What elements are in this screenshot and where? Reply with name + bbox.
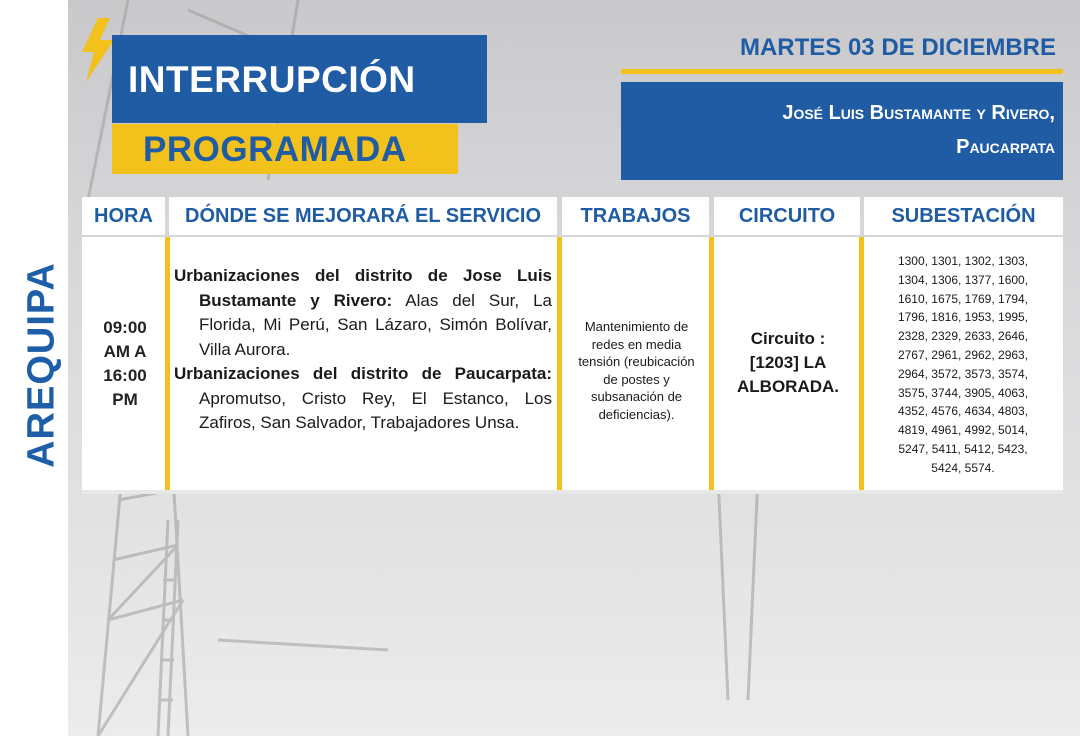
- subestacion-line: 2767, 2961, 2962, 2963,: [897, 347, 1029, 362]
- header-trabajos: TRABAJOS: [562, 197, 709, 235]
- district-entry: [174, 264, 552, 362]
- subestacion-line: 1304, 1306, 1377, 1600,: [897, 272, 1029, 287]
- district-heading: Urbanizaciones del distrito de Paucarpata:: [174, 364, 552, 383]
- subestacion-line: 5247, 5411, 5412, 5423,: [898, 441, 1028, 456]
- date-underline: [621, 69, 1063, 74]
- header-subestacion: SUBESTACIÓN: [864, 197, 1063, 235]
- subestacion-line: 1610, 1675, 1769, 1794,: [897, 291, 1029, 306]
- district-neighborhoods: Apromutso, Cristo Rey, El Estanco, Los Zafiros, San Salvador, Trabajadores Unsa.: [199, 388, 552, 432]
- column-separator: [859, 237, 864, 490]
- cell-circuito: [718, 327, 858, 399]
- location-line1: José Luis Bustamante y Rivero,: [782, 102, 1055, 124]
- hora-line: 09:00: [103, 318, 147, 337]
- subestacion-line: 4352, 4576, 4634, 4803,: [897, 404, 1029, 419]
- title-banner: [112, 35, 487, 123]
- subestacion-line: 2964, 3572, 3573, 3574,: [897, 366, 1029, 381]
- circuito-line: Circuito :: [750, 329, 826, 348]
- table-bottom-border: [82, 490, 1063, 494]
- lightning-bolt-icon: [80, 18, 116, 82]
- district-neighborhoods: Alas del Sur, La Florida, Mi Perú, San Lázaro, Simón Bolívar, Villa Aurora.: [199, 290, 552, 359]
- region-text: AREQUIPA: [20, 262, 63, 468]
- header-donde: DÓNDE SE MEJORARÁ EL SERVICIO: [169, 197, 557, 235]
- column-separator: [709, 237, 714, 490]
- circuito-line: ALBORADA.: [737, 377, 839, 396]
- cell-hora: [92, 316, 158, 412]
- subtitle-banner: [112, 124, 458, 174]
- trabajos-line: tensión (reubicación: [578, 354, 695, 369]
- region-label: [0, 0, 68, 736]
- trabajos-line: deficiencias).: [598, 406, 675, 422]
- hora-line: 16:00: [103, 366, 147, 385]
- subestacion-line: 3575, 3744, 3905, 4063,: [897, 385, 1029, 400]
- subestacion-line: 2328, 2329, 2633, 2646,: [897, 329, 1029, 344]
- title-line1: INTERRUPCIÓN: [128, 59, 416, 100]
- circuito-line: [1203] LA: [749, 353, 827, 372]
- cell-trabajos: [566, 318, 707, 423]
- cell-subestacion: [868, 252, 1058, 478]
- trabajos-line: subsanación de: [590, 389, 683, 404]
- district-entry: [174, 362, 552, 436]
- cell-donde: [174, 264, 552, 436]
- subestacion-line: 1796, 1816, 1953, 1995,: [897, 310, 1029, 325]
- subestacion-line: 4819, 4961, 4992, 5014,: [897, 423, 1029, 438]
- hora-line: PM: [112, 390, 138, 409]
- subestacion-line: 5424, 5574.: [931, 460, 995, 475]
- subestacion-line: 1300, 1301, 1302, 1303,: [897, 254, 1029, 268]
- hora-line: AM A: [103, 342, 147, 361]
- header-hora: HORA: [82, 197, 165, 235]
- trabajos-line: de postes y: [603, 371, 670, 387]
- column-separator: [165, 237, 170, 490]
- column-separator: [557, 237, 562, 490]
- date-label: MARTES 03 DE DICIEMBRE: [739, 34, 1056, 61]
- location-line2: Paucarpata: [956, 136, 1055, 158]
- trabajos-line: Mantenimiento de: [584, 319, 689, 334]
- district-heading: Urbanizaciones del distrito de Jose Luis Bustamante y Rivero:: [174, 266, 552, 310]
- location-box: [621, 82, 1063, 180]
- trabajos-line: redes en media: [591, 336, 682, 352]
- header-circuito: CIRCUITO: [714, 197, 860, 235]
- title-line2: PROGRAMADA: [143, 130, 407, 169]
